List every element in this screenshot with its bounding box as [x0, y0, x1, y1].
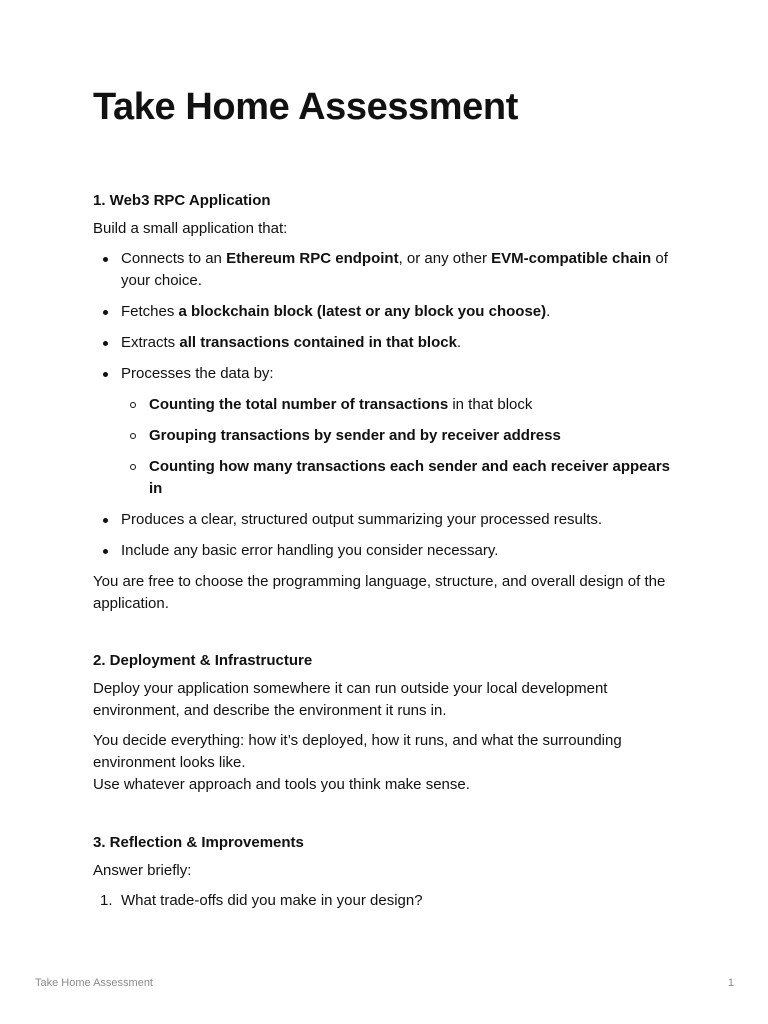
list-item-emphasis: Ethereum RPC endpoint: [226, 250, 399, 267]
questions-list: [93, 890, 673, 912]
list-item-emphasis: Counting how many transactions each sender and each receiver appears in: [149, 458, 671, 497]
section-reflection-improvements: [93, 832, 673, 921]
list-item-text: Processes the data by:: [121, 365, 274, 382]
footer-document-title: Take Home Assessment: [35, 977, 153, 989]
list-item-number: 1.: [100, 892, 113, 909]
list-item-emphasis: a blockchain block (latest or any block you choose): [178, 303, 547, 320]
paragraph-line: You decide everything: how it’s deployed, how it runs, and what the surrounding environment looks like.: [93, 732, 622, 771]
list-item-text: of your choice.: [121, 250, 668, 289]
section-heading: 1. Web3 RPC Application: [93, 192, 271, 209]
list-item-text: in that block: [448, 396, 533, 413]
list-item: [93, 301, 673, 323]
list-item-emphasis: EVM-compatible chain: [491, 250, 652, 267]
section-paragraph: [93, 730, 673, 796]
list-item: [93, 363, 673, 500]
requirements-list: [93, 248, 673, 562]
sublist-item: [121, 394, 673, 416]
footer-page-number: 1: [727, 977, 734, 989]
list-item-emphasis: all transactions contained in that block: [179, 334, 457, 351]
section-heading: 2. Deployment & Infrastructure: [93, 652, 313, 669]
list-item-text: Extracts: [121, 334, 180, 351]
list-item-text: .: [456, 334, 462, 351]
list-item: Produces a clear, structured output summarizing your processed results.: [93, 509, 673, 531]
section-closing: You are free to choose the programming language, structure, and overall design of the application.: [93, 573, 666, 612]
sublist-item: [121, 456, 673, 500]
list-item: Include any basic error handling you consider necessary.: [93, 540, 673, 562]
list-item-text: What trade-offs did you make in your design?: [121, 892, 423, 909]
section-intro: Answer briefly:: [93, 862, 192, 879]
section-intro: Build a small application that:: [93, 220, 288, 237]
list-item-emphasis: Counting the total number of transactions: [149, 396, 449, 413]
section-deployment-infrastructure: [93, 650, 673, 804]
list-item: [93, 248, 673, 292]
list-item-text: Fetches: [121, 303, 179, 320]
document-title: Take Home Assessment: [93, 86, 518, 128]
list-item-emphasis: Grouping transactions by sender and by receiver address: [149, 427, 561, 444]
processing-sublist: [121, 394, 673, 500]
list-item: [93, 332, 673, 354]
section-web3-rpc-application: [93, 190, 673, 623]
list-item-text: .: [546, 303, 551, 320]
section-paragraph: Deploy your application somewhere it can run outside your local development environment, and describe the environment it runs in.: [93, 680, 608, 719]
list-item-text: , or any other: [398, 250, 492, 267]
section-heading: 3. Reflection & Improvements: [93, 834, 304, 851]
sublist-item: [121, 425, 673, 447]
list-item: [93, 890, 673, 912]
list-item-text: Connects to an: [121, 250, 227, 267]
paragraph-line: Use whatever approach and tools you think make sense.: [93, 776, 470, 793]
